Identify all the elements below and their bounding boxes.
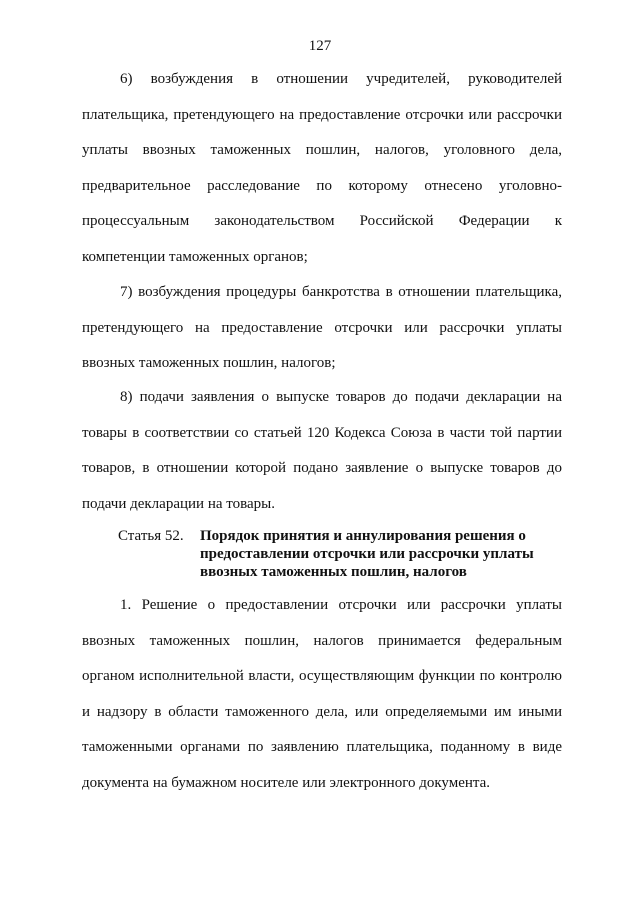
article-title: Порядок принятия и аннулирования решения о предоставлении отсрочки или рассрочки уплаты ввозных таможенных пошлин, налогов [200, 528, 534, 580]
article-heading [118, 527, 562, 581]
list-item-7: 7) возбуждения процедуры банкротства в отношении плательщика, претендующего на предоставление отсрочки или рассрочки уплаты ввозных таможенных пошлин, налогов; [82, 284, 562, 371]
list-item-6: 6) возбуждения в отношении учредителей, руководителей плательщика, претендующего на предоставление отсрочки или рассрочки уплаты ввозных таможенных пошлин, налогов, уголовного дела, предварительное расследование по которому отнесено уголовно-процессуальным законодательством Российской Федерации к компетенции таможенных органов; [82, 71, 562, 265]
list-item-8: 8) подачи заявления о выпуске товаров до подачи декларации на товары в соответствии со статьей 120 Кодекса Союза в части той партии товаров, в отношении которой подано заявление о выпуске товаров до подачи декларации на товары. [82, 389, 562, 512]
page-number: 127 [308, 38, 332, 54]
clause-1: 1. Решение о предоставлении отсрочки или рассрочки уплаты ввозных таможенных пошлин, налогов принимается федеральным органом исполнительной власти, осуществляющим функции по контролю и надзору в области таможенного дела, или определяемыми им иными таможенными органами по заявлению плательщика, поданному в виде документа на бумажном носителе или электронного документа. [82, 597, 562, 791]
article-label: Статья 52. [118, 528, 184, 544]
